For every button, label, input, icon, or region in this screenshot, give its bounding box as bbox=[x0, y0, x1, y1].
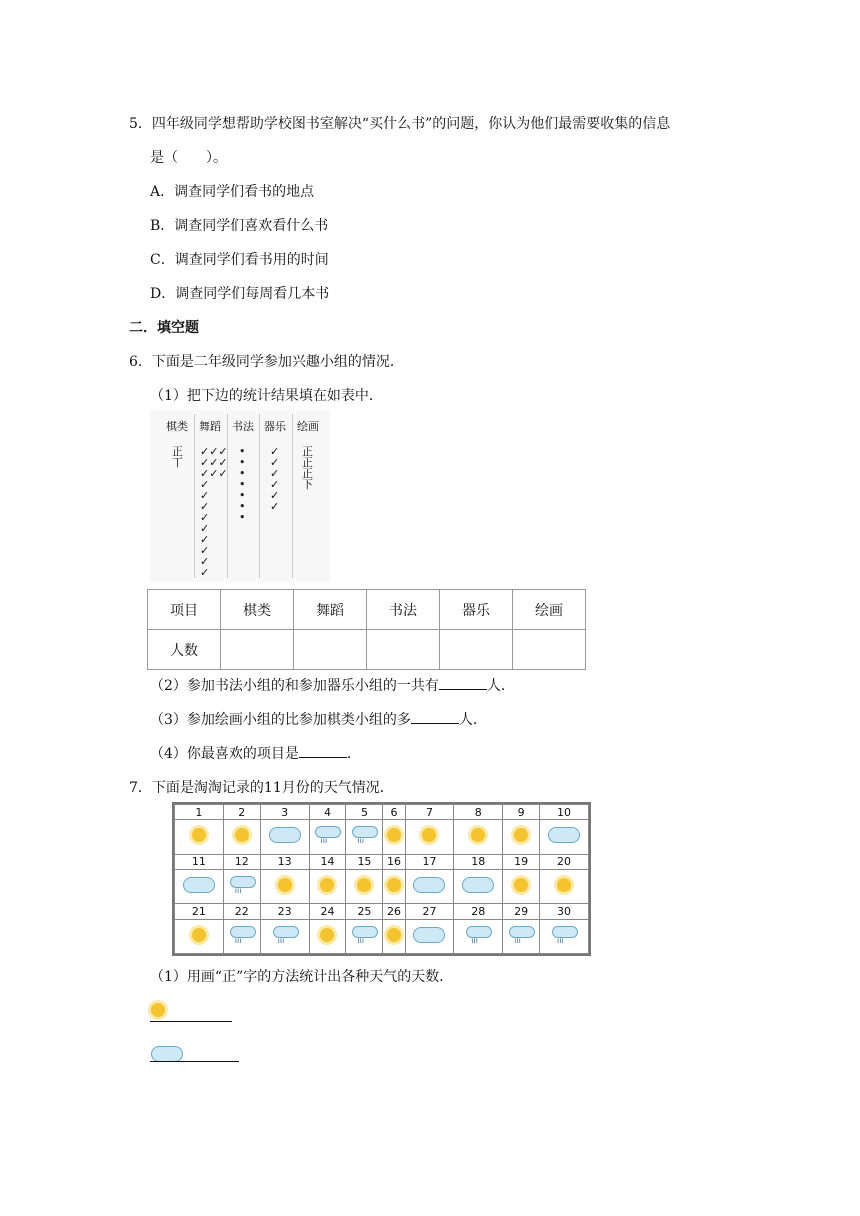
tally-wudao-checks: ✓✓✓ ✓✓✓ ✓✓✓ ✓ ✓ ✓ ✓ ✓ ✓ ✓ ✓ ✓ bbox=[200, 445, 228, 579]
rain-icon bbox=[352, 826, 376, 844]
table-cell: 人数 bbox=[148, 630, 221, 670]
weather-date: 26 bbox=[383, 904, 405, 919]
q6-sub4-text: （4）你最喜欢的项目是 bbox=[150, 746, 299, 762]
section-title: 二．填空题 bbox=[129, 320, 199, 336]
weather-date: 7 bbox=[405, 805, 454, 820]
weather-table bbox=[174, 804, 589, 954]
q5-stem-line1: 5．四年级同学想帮助学校图书室解决“买什么书”的问题，你认为他们最需要收集的信息 bbox=[129, 116, 671, 132]
q5-option-c: C．调查同学们看书用的时间 bbox=[150, 252, 329, 268]
weather-date: 5 bbox=[346, 805, 383, 820]
answer-blank[interactable] bbox=[299, 743, 347, 758]
tally-divider bbox=[259, 414, 260, 578]
q5-stem-line2: 是（ ）。 bbox=[150, 150, 227, 166]
tally-header-qiyue: 器乐 bbox=[264, 420, 286, 433]
weather-icon-row bbox=[175, 869, 589, 903]
weather-cell bbox=[383, 919, 405, 953]
weather-cell bbox=[309, 919, 346, 953]
weather-date: 20 bbox=[540, 854, 589, 869]
weather-date: 19 bbox=[503, 854, 540, 869]
weather-cell bbox=[175, 919, 224, 953]
cloud-icon bbox=[151, 1046, 183, 1066]
tally-header-qilei: 棋类 bbox=[166, 420, 188, 433]
weather-date: 9 bbox=[503, 805, 540, 820]
weather-cell bbox=[454, 820, 503, 854]
weather-cell bbox=[309, 869, 346, 903]
weather-cell bbox=[383, 869, 405, 903]
weather-cell bbox=[454, 919, 503, 953]
weather-date: 1 bbox=[175, 805, 224, 820]
weather-cell bbox=[405, 869, 454, 903]
weather-cell bbox=[503, 869, 540, 903]
sun-icon bbox=[471, 828, 485, 842]
cloud-icon bbox=[462, 877, 494, 893]
weather-date: 29 bbox=[503, 904, 540, 919]
weather-cell bbox=[454, 869, 503, 903]
table-cell: 书法 bbox=[367, 590, 440, 630]
weather-date: 12 bbox=[223, 854, 260, 869]
weather-date: 14 bbox=[309, 854, 346, 869]
q6-sub4 bbox=[150, 743, 361, 763]
weather-date: 4 bbox=[309, 805, 346, 820]
weather-icon-row bbox=[175, 820, 589, 854]
sun-icon bbox=[320, 928, 334, 942]
answer-line-cloudy[interactable] bbox=[150, 1061, 239, 1062]
weather-date: 15 bbox=[346, 854, 383, 869]
weather-date: 2 bbox=[223, 805, 260, 820]
answer-line-sunny[interactable] bbox=[150, 1021, 232, 1022]
tally-divider bbox=[194, 414, 195, 578]
sun-icon bbox=[151, 1003, 165, 1021]
q5-option-d: D．调查同学们每周看几本书 bbox=[150, 286, 330, 302]
weather-cell bbox=[540, 919, 589, 953]
sun-icon bbox=[387, 878, 401, 892]
weather-cell bbox=[309, 820, 346, 854]
weather-date: 6 bbox=[383, 805, 405, 820]
weather-cell bbox=[175, 820, 224, 854]
weather-date: 17 bbox=[405, 854, 454, 869]
q7-sub1: （1）用画“正”字的方法统计出各种天气的天数． bbox=[150, 969, 454, 985]
answer-blank[interactable] bbox=[439, 675, 487, 690]
weather-cell bbox=[405, 820, 454, 854]
sun-icon bbox=[557, 878, 571, 892]
answer-blank[interactable] bbox=[411, 709, 459, 724]
tally-qiyue-checks: ✓ ✓ ✓ ✓ ✓ ✓ bbox=[270, 445, 280, 513]
weather-date: 30 bbox=[540, 904, 589, 919]
answer-cell[interactable] bbox=[294, 630, 367, 670]
weather-date: 8 bbox=[454, 805, 503, 820]
sun-icon bbox=[320, 878, 334, 892]
cloud-icon bbox=[413, 877, 445, 893]
answer-cell[interactable] bbox=[440, 630, 513, 670]
tally-shufa-dots: • • • • • • • bbox=[239, 445, 246, 524]
weather-date-row bbox=[175, 904, 589, 919]
q6-sub2 bbox=[150, 675, 515, 695]
sun-icon bbox=[235, 828, 249, 842]
weather-date: 10 bbox=[540, 805, 589, 820]
tally-qilei-marks: 正 丅 bbox=[172, 445, 183, 469]
tally-header-wudao: 舞蹈 bbox=[199, 420, 221, 433]
q6-sub4-end: ． bbox=[346, 746, 361, 762]
tally-divider bbox=[292, 414, 293, 578]
table-cell: 项目 bbox=[148, 590, 221, 630]
q6-sub2-unit: 人． bbox=[486, 678, 515, 694]
rain-icon bbox=[509, 926, 533, 944]
weather-cell bbox=[540, 820, 589, 854]
cloud-icon bbox=[413, 927, 445, 943]
weather-date: 27 bbox=[405, 904, 454, 919]
weather-date: 21 bbox=[175, 904, 224, 919]
rain-icon bbox=[466, 926, 490, 944]
weather-cell bbox=[346, 820, 383, 854]
weather-date: 11 bbox=[175, 854, 224, 869]
weather-date: 3 bbox=[260, 805, 309, 820]
weather-cell bbox=[260, 869, 309, 903]
weather-cell bbox=[223, 869, 260, 903]
weather-cell bbox=[346, 869, 383, 903]
table-cell: 棋类 bbox=[221, 590, 294, 630]
rain-icon bbox=[230, 876, 254, 894]
q6-stem: 6．下面是二年级同学参加兴趣小组的情况． bbox=[129, 354, 404, 370]
table-cell: 舞蹈 bbox=[294, 590, 367, 630]
q6-sub2-text: （2）参加书法小组的和参加器乐小组的一共有 bbox=[150, 678, 439, 694]
tally-header-huihua: 绘画 bbox=[297, 420, 319, 433]
weather-cell bbox=[383, 820, 405, 854]
table-row bbox=[148, 590, 586, 630]
answer-cell[interactable] bbox=[221, 630, 294, 670]
q6-sub3-text: （3）参加绘画小组的比参加棋类小组的多 bbox=[150, 712, 411, 728]
answer-cell[interactable] bbox=[513, 630, 586, 670]
rain-icon bbox=[230, 926, 254, 944]
sun-icon bbox=[387, 828, 401, 842]
weather-date: 28 bbox=[454, 904, 503, 919]
sun-icon bbox=[192, 928, 206, 942]
q5-option-b: B．调查同学们喜欢看什么书 bbox=[150, 218, 329, 234]
table-cell: 器乐 bbox=[440, 590, 513, 630]
weather-cell bbox=[223, 820, 260, 854]
q7-stem: 7．下面是淘淘记录的11月份的天气情况． bbox=[129, 780, 394, 796]
sun-icon bbox=[278, 878, 292, 892]
sun-icon bbox=[422, 828, 436, 842]
sun-icon bbox=[514, 878, 528, 892]
weather-cell bbox=[503, 919, 540, 953]
sun-icon bbox=[387, 928, 401, 942]
weather-cell bbox=[503, 820, 540, 854]
weather-date-row bbox=[175, 854, 589, 869]
weather-date: 23 bbox=[260, 904, 309, 919]
q6-sub3 bbox=[150, 709, 487, 729]
rain-icon bbox=[273, 926, 297, 944]
weather-cell bbox=[175, 869, 224, 903]
weather-date: 16 bbox=[383, 854, 405, 869]
weather-date: 24 bbox=[309, 904, 346, 919]
q6-sub3-unit: 人． bbox=[458, 712, 487, 728]
weather-icon-row bbox=[175, 919, 589, 953]
tally-huihua-marks: 正 正 正 下 bbox=[302, 445, 313, 491]
weather-cell bbox=[346, 919, 383, 953]
weather-date: 18 bbox=[454, 854, 503, 869]
weather-cell bbox=[260, 919, 309, 953]
rain-icon bbox=[552, 926, 576, 944]
table-row bbox=[148, 630, 586, 670]
tally-sheet bbox=[150, 410, 330, 582]
tally-header-shufa: 书法 bbox=[232, 420, 254, 433]
sun-icon bbox=[357, 878, 371, 892]
weather-cell bbox=[223, 919, 260, 953]
q5-option-a: A．调查同学们看书的地点 bbox=[150, 184, 315, 200]
q6-sub1: （1）把下边的统计结果填在如表中． bbox=[150, 388, 383, 404]
weather-date: 25 bbox=[346, 904, 383, 919]
weather-date-row bbox=[175, 805, 589, 820]
weather-cell bbox=[260, 820, 309, 854]
cloud-icon bbox=[548, 827, 580, 843]
answer-cell[interactable] bbox=[367, 630, 440, 670]
cloud-icon bbox=[269, 827, 301, 843]
cloud-icon bbox=[183, 877, 215, 893]
count-table bbox=[147, 589, 586, 670]
sun-icon bbox=[514, 828, 528, 842]
weather-cell bbox=[405, 919, 454, 953]
rain-icon bbox=[315, 826, 339, 844]
weather-cell bbox=[540, 869, 589, 903]
table-cell: 绘画 bbox=[513, 590, 586, 630]
weather-calendar bbox=[172, 802, 591, 956]
weather-date: 13 bbox=[260, 854, 309, 869]
weather-date: 22 bbox=[223, 904, 260, 919]
rain-icon bbox=[352, 926, 376, 944]
sun-icon bbox=[192, 828, 206, 842]
